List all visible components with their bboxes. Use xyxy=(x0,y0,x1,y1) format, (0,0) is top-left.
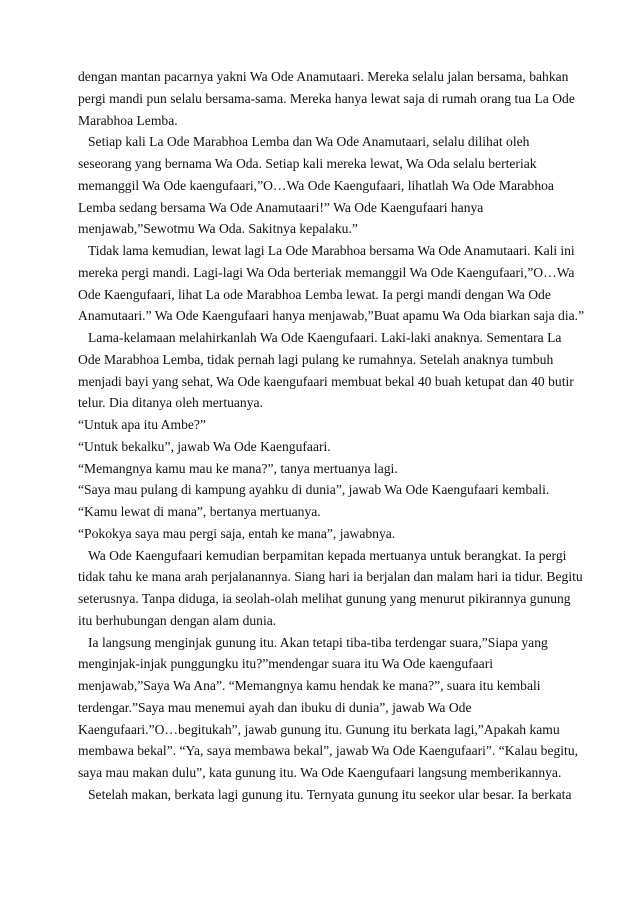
text-line: “Saya mau pulang di kampung ayahku di dunia”, jawab Wa Ode Kaengufaari kembali. xyxy=(78,482,550,498)
text-line: Setelah makan, berkata lagi gunung itu. Ternyata gunung itu seekor ular besar. Ia berkata xyxy=(88,786,572,802)
text-line: Lemba sedang bersama Wa Ode Anamutaari!” Wa Ode Kaengufaari hanya xyxy=(78,199,484,215)
text-line: Anamutaari.” Wa Ode Kaengufaari hanya menjawab,”Buat apamu Wa Oda biarkan saja dia.” xyxy=(78,308,585,324)
text-line: seterusnya. Tanpa diduga, ia seolah-olah melihat gunung yang menurut pikirannya gunung xyxy=(78,591,571,606)
text-line: Kaengufaari.”O…begitukah”, jawab gunung itu. Gunung itu berkata lagi,”Apakah kamu xyxy=(78,721,560,737)
text-line: mereka pergi mandi. Lagi-lagi Wa Oda berteriak memanggil Wa Ode Kaengufaari,”O…Wa xyxy=(78,264,575,280)
text-line: Tidak lama kemudian, lewat lagi La Ode Marabhoa bersama Wa Ode Anamutaari. Kali ini xyxy=(88,243,575,258)
text-line: Ode Kaengufaari, lihat La ode Marabhoa Lemba lewat. Ia pergi mandi dengan Wa Ode xyxy=(78,286,551,302)
text-line: “Memangnya kamu mau ke mana?”, tanya mertuanya lagi. xyxy=(78,460,398,476)
text-line: memanggil Wa Ode kaengufaari,”O…Wa Ode Kaengufaari, lihatlah Wa Ode Marabhoa xyxy=(78,177,554,193)
text-line: seseorang yang bernama Wa Oda. Setiap kali mereka lewat, Wa Oda selalu berteriak xyxy=(78,156,537,171)
text-line: menginjak-injak punggungku itu?”mendengar suara itu Wa Ode kaengufaari xyxy=(78,656,494,672)
text-line: Ode Marabhoa Lemba, tidak pernah lagi pulang ke rumahnya. Setelah anaknya tumbuh xyxy=(78,351,554,367)
text-line: Ia langsung menginjak gunung itu. Akan tetapi tiba-tiba terdengar suara,”Siapa yang xyxy=(88,634,548,650)
document-body xyxy=(78,66,585,806)
text-line: menjadi bayi yang sehat, Wa Ode kaengufaari membuat bekal 40 buah ketupat dan 40 butir xyxy=(78,373,574,389)
text-line: saya mau makan dulu”, kata gunung itu. Wa Ode Kaengufaari langsung memberikannya. xyxy=(78,765,562,780)
text-line: itu berhubungan dengan alam dunia. xyxy=(78,612,277,628)
text-line: menjawab,”Sewotmu Wa Oda. Sakitnya kepalaku.” xyxy=(78,221,358,237)
text-line: menjawab,”Saya Wa Ana”. “Memangnya kamu hendak ke mana?”, suara itu kembali xyxy=(78,678,541,693)
text-line: pergi mandi pun selalu bersama-sama. Mereka hanya lewat saja di rumah orang tua La Ode xyxy=(78,90,575,106)
text-line: “Untuk apa itu Ambe?” xyxy=(78,417,206,432)
text-line: Wa Ode Kaengufaari kemudian berpamitan kepada mertuanya untuk berangkat. Ia pergi xyxy=(88,547,567,563)
text-line: “Untuk bekalku”, jawab Wa Ode Kaengufaari. xyxy=(78,438,331,454)
text-line: tidak tahu ke mana arah perjalanannya. Siang hari ia berjalan dan malam hari ia tidur. Begitu xyxy=(78,569,583,585)
text-line: Setiap kali La Ode Marabhoa Lemba dan Wa Ode Anamutaari, selalu dilihat oleh xyxy=(88,134,530,150)
text-line: “Kamu lewat di mana”, bertanya mertuanya. xyxy=(78,504,321,519)
text-line: membawa bekal”. “Ya, saya membawa bekal”, jawab Wa Ode Kaengufaari”. “Kalau begitu, xyxy=(78,743,579,759)
text-line: Lama-kelamaan melahirkanlah Wa Ode Kaengufaari. Laki-laki anaknya. Sementara La xyxy=(88,330,562,345)
text-line: Marabhoa Lemba. xyxy=(78,112,178,128)
text-line: terdengar.”Saya mau menemui ayah dan ibuku di dunia”, jawab Wa Ode xyxy=(78,699,472,715)
text-line: dengan mantan pacarnya yakni Wa Ode Anamutaari. Mereka selalu jalan bersama, bahkan xyxy=(78,69,569,84)
text-line: “Pokokya saya mau pergi saja, entah ke mana”, jawabnya. xyxy=(78,525,396,541)
text-line: telur. Dia ditanya oleh mertuanya. xyxy=(78,395,263,411)
